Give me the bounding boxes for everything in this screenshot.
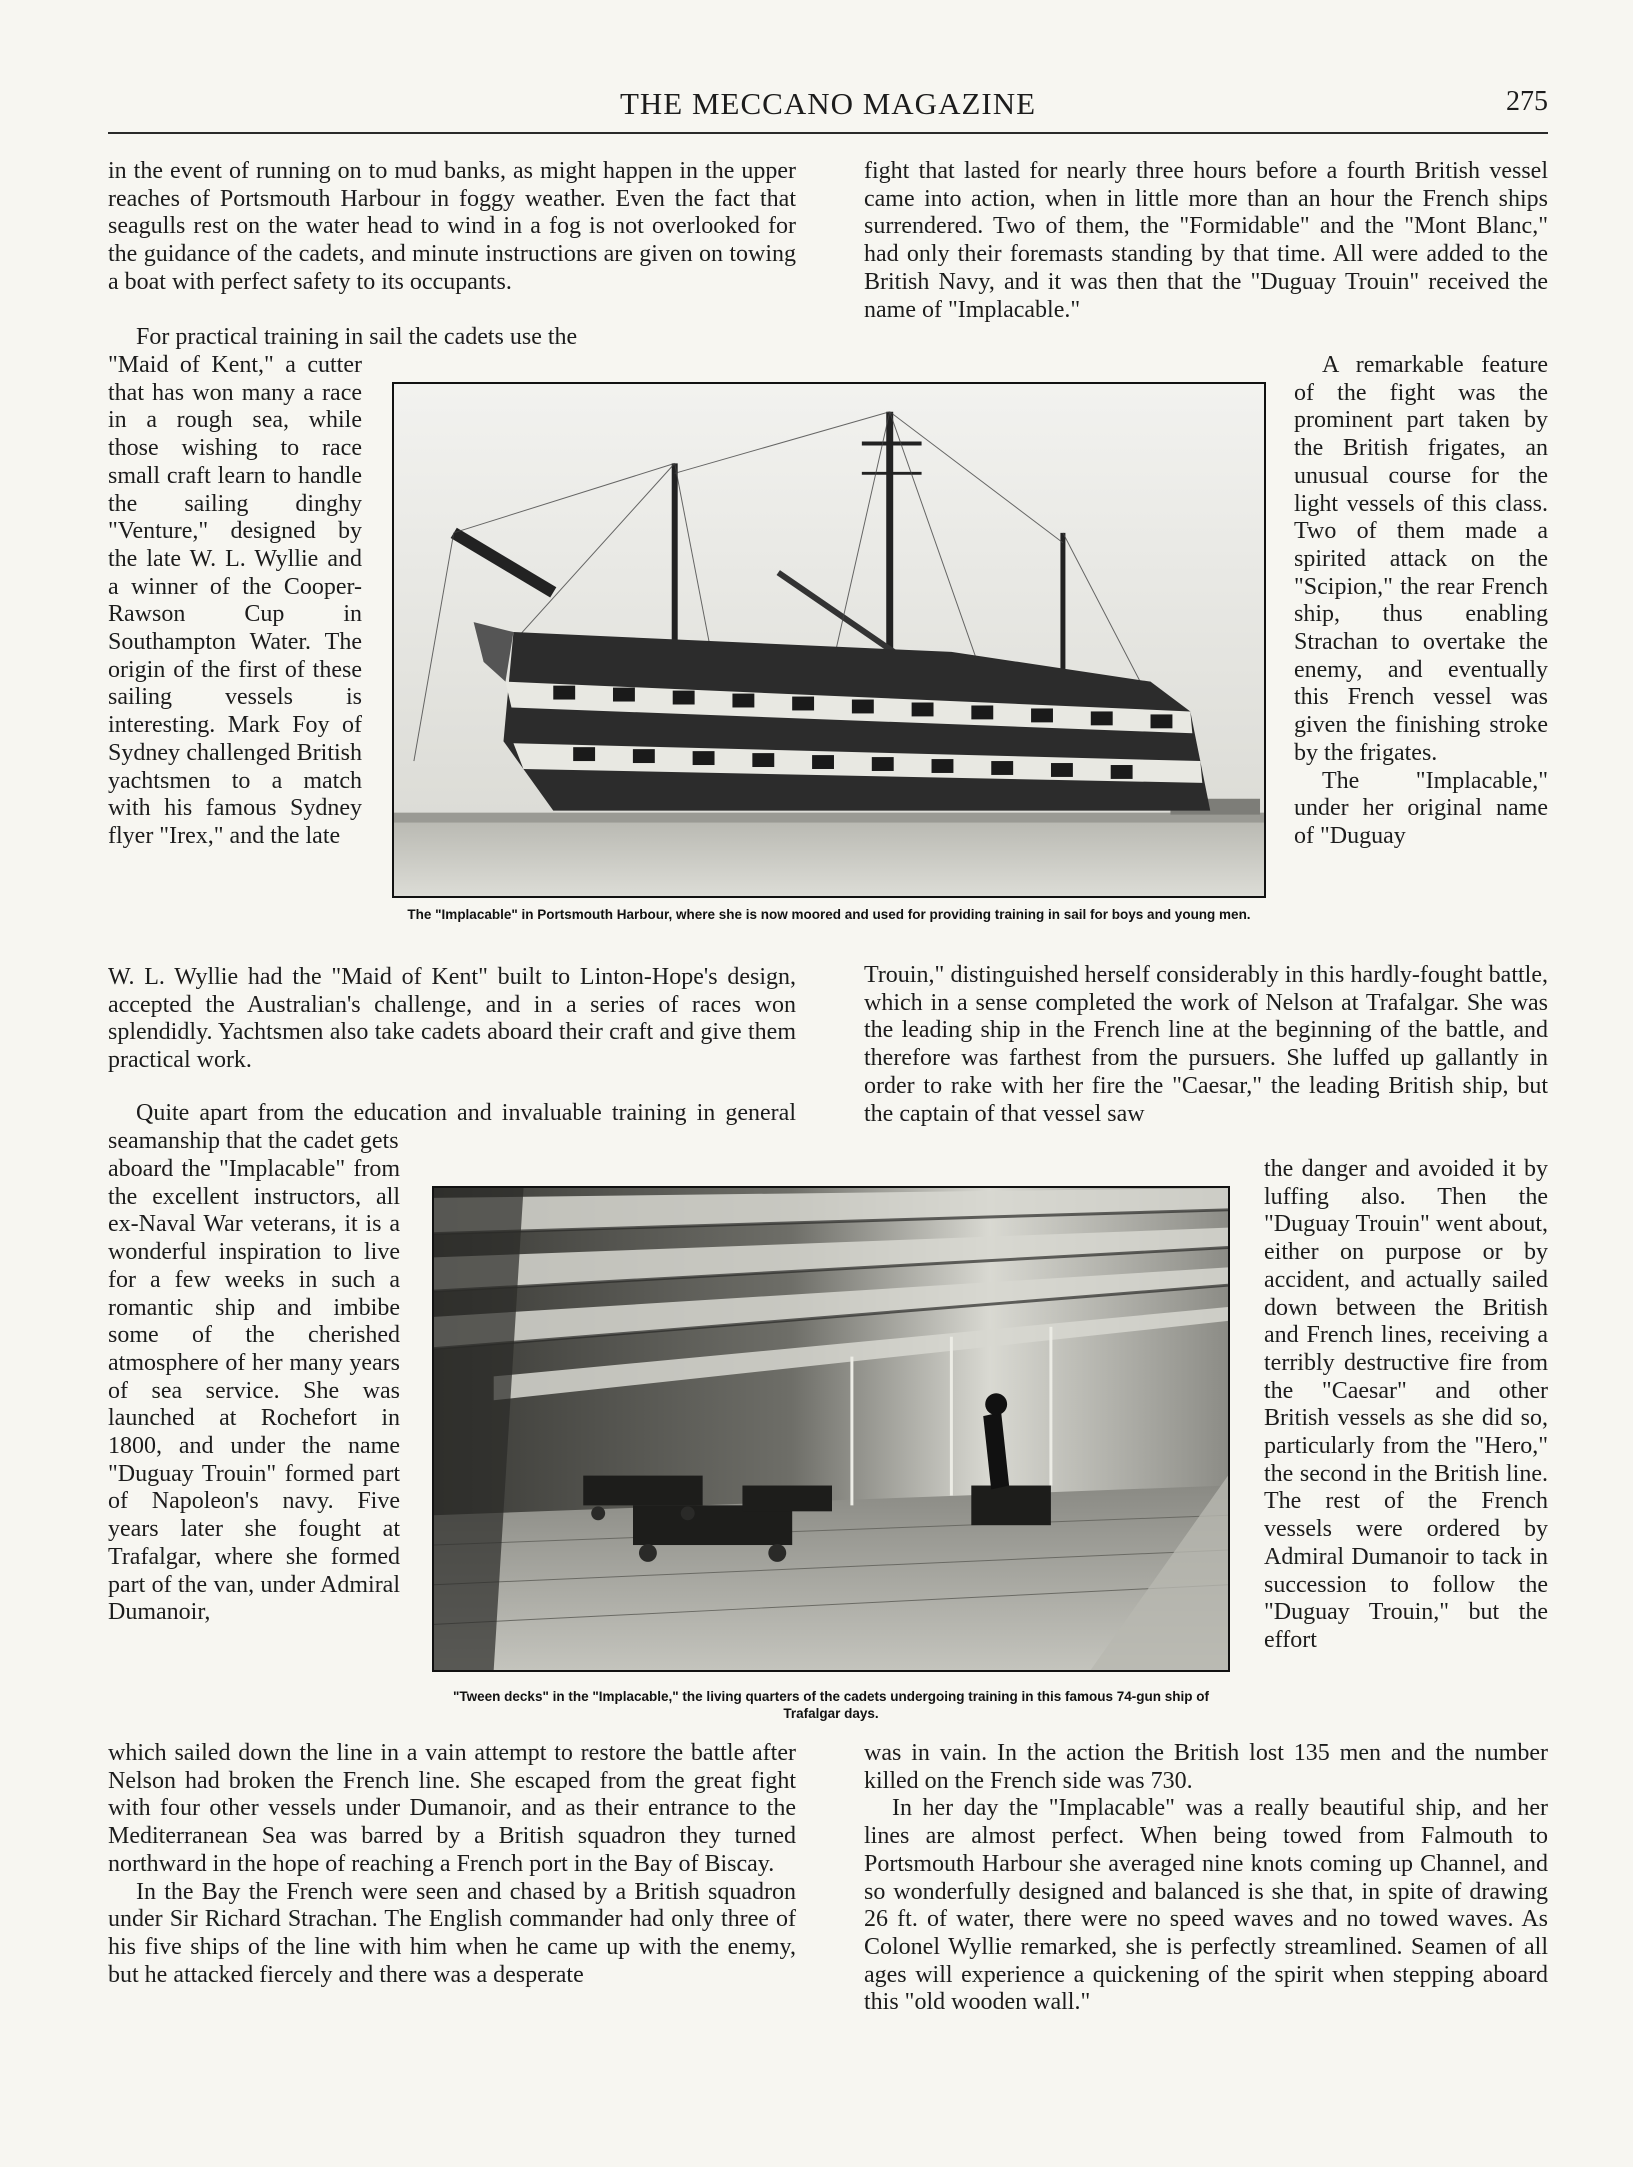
left-top-paragraph <box>108 158 796 326</box>
right-bottom-paragraphs <box>864 1740 1548 2080</box>
paragraph-text: in the event of running on to mud banks, as might happen in the upper reaches of Portsmouth Harbour in foggy weather. Even the fact that seagulls rest on the water head to wind in a fog is not overlooked for the guidance of the cadets, and minute instructions are given on towing a boat with perfect safety to its occupants. <box>108 158 796 295</box>
paragraph-text: fight that lasted for nearly three hours before a fourth British vessel came into action, when in little more than an hour the French ships surrendered. Two of them, the "Formidable" and the "Mont Blanc," had only their foremasts standing by that time. All were added to the British Navy, and it was then that the "Duguay Trouin" received the name of "Implacable." <box>864 158 1548 323</box>
left-narrow-block-2 <box>108 1156 400 1746</box>
paragraph-text: For practical training in sail the cadets use the <box>136 324 578 350</box>
page-header <box>108 80 1548 134</box>
left-paragraph-start-2 <box>108 1100 796 1158</box>
paragraph-text: "Maid of Kent," a cutter that has won many a race in a rough sea, while those wishing to race small craft learn to handle the sailing dinghy "Venture," designed by the late W. L. Wyllie and a winner of the Cooper-Rawson Cup in Southampton Water. The origin of the first of these sailing vessels is interesting. Mark Foy of Sydney challenged British yachtsmen to a match with his famous Sydney flyer "Irex," and the late <box>108 352 362 849</box>
left-bottom-paragraphs <box>108 1740 796 2080</box>
left-middle-paragraph <box>108 964 796 1104</box>
paragraph-text: In her day the "Implacable" was a really beautiful ship, and her lines are almost perfect. When being towed from Falmouth to Portsmouth Harbour she averaged nine knots coming up Channel, and so wonderfully designed and balanced is she that, in spite of drawing 26 ft. of water, there were no speed waves and no towed waves. As Colonel Wyllie remarked, she is perfectly streamlined. Seamen of all ages will experience a quickening of the spirit when stepping aboard this "old wooden wall." <box>864 1795 1548 2016</box>
tween-decks-photo <box>432 1186 1230 1672</box>
deck-illustration <box>434 1188 1228 1670</box>
right-top-paragraph <box>864 158 1548 354</box>
right-narrow-block-2 <box>1264 1156 1548 1740</box>
ship-photo-caption: The "Implacable" in Portsmouth Harbour, where she is now moored and used for providing training in sail for boys and young men. <box>407 907 1251 922</box>
ship-photo <box>392 382 1266 898</box>
magazine-title: THE MECCANO MAGAZINE <box>619 86 1037 121</box>
right-narrow-block-1 <box>1294 352 1548 966</box>
paragraph-text: A remarkable feature of the fight was the prominent part taken by the British frigates, an unusual course for the light vessels of this class. Two of them made a spirited attack on the "Scipion," the rear French ship, thus enabling Strachan to overtake the enemy, and eventually this French vessel was given the finishing stroke by the frigates. <box>1294 352 1548 766</box>
paragraph-text: was in vain. In the action the British lost 135 men and the number killed on the French side was 730. <box>864 1740 1548 1794</box>
right-middle-paragraph <box>864 962 1548 1158</box>
ship-illustration <box>394 384 1264 896</box>
paragraph-text: Trouin," distinguished herself considerably in this hardly-fought battle, which in a sense completed the work of Nelson at Trafalgar. She was the leading ship in the French line at the beginning of the battle, and therefore was farthest from the pursuers. She luffed up gallantly in order to rake with her fire the "Caesar," the leading British ship, but the captain of that vessel saw <box>864 962 1548 1127</box>
paragraph-text: W. L. Wyllie had the "Maid of Kent" built to Linton-Hope's design, accepted the Australian's challenge, and in a series of races won splendidly. Yachtsmen also take cadets aboard their craft and give them practical work. <box>108 964 796 1074</box>
paragraph-text: aboard the "Implacable" from the excellent instructors, all ex-Naval War veterans, it is a wonderful inspiration to live for a few weeks in such a romantic ship and imbibe some of the cherished atmosphere of her many years of sea service. She was launched at Rochefort in 1800, and under the name "Duguay Trouin" formed part of Napoleon's navy. Five years later she fought at Trafalgar, where she formed part of the van, under Admiral Dumanoir, <box>108 1156 400 1626</box>
paragraph-text: The "Implacable," under her original name of "Duguay <box>1294 767 1548 849</box>
left-narrow-block-1 <box>108 352 362 972</box>
paragraph-text: Quite apart from the education and invaluable training in general seamanship that the cadet gets <box>108 1100 796 1154</box>
page-number: 275 <box>1506 86 1548 117</box>
paragraph-text: which sailed down the line in a vain attempt to restore the battle after Nelson had broken the French line. She escaped from the great fight with four other vessels under Dumanoir, and as their entrance to the Mediterranean Sea was barred by a British squadron they turned northward in the hope of reaching a French port in the Bay of Biscay. <box>108 1740 796 1877</box>
tween-decks-caption: "Tween decks" in the "Implacable," the living quarters of the cadets undergoing training in this famous 74-gun ship of Trafalgar days. <box>453 1689 1209 1721</box>
paragraph-text: the danger and avoided it by luffing also. Then the "Duguay Trouin" went about, either on purpose or by accident, and actually sailed down between the British and French lines, receiving a terribly destructive fire from the "Caesar" and other British vessels as she did so, particularly from the "Hero," the second in the British line. The rest of the French vessels were ordered by Admiral Dumanoir to tack in succession to follow the "Duguay Trouin," but the effort <box>1264 1156 1548 1653</box>
left-paragraph-start <box>108 324 796 354</box>
paragraph-text: In the Bay the French were seen and chased by a British squadron under Sir Richard Strachan. The English commander had only three of his five ships of the line with him when he came up with the enemy, but he attacked fiercely and there was a desperate <box>108 1878 796 1988</box>
